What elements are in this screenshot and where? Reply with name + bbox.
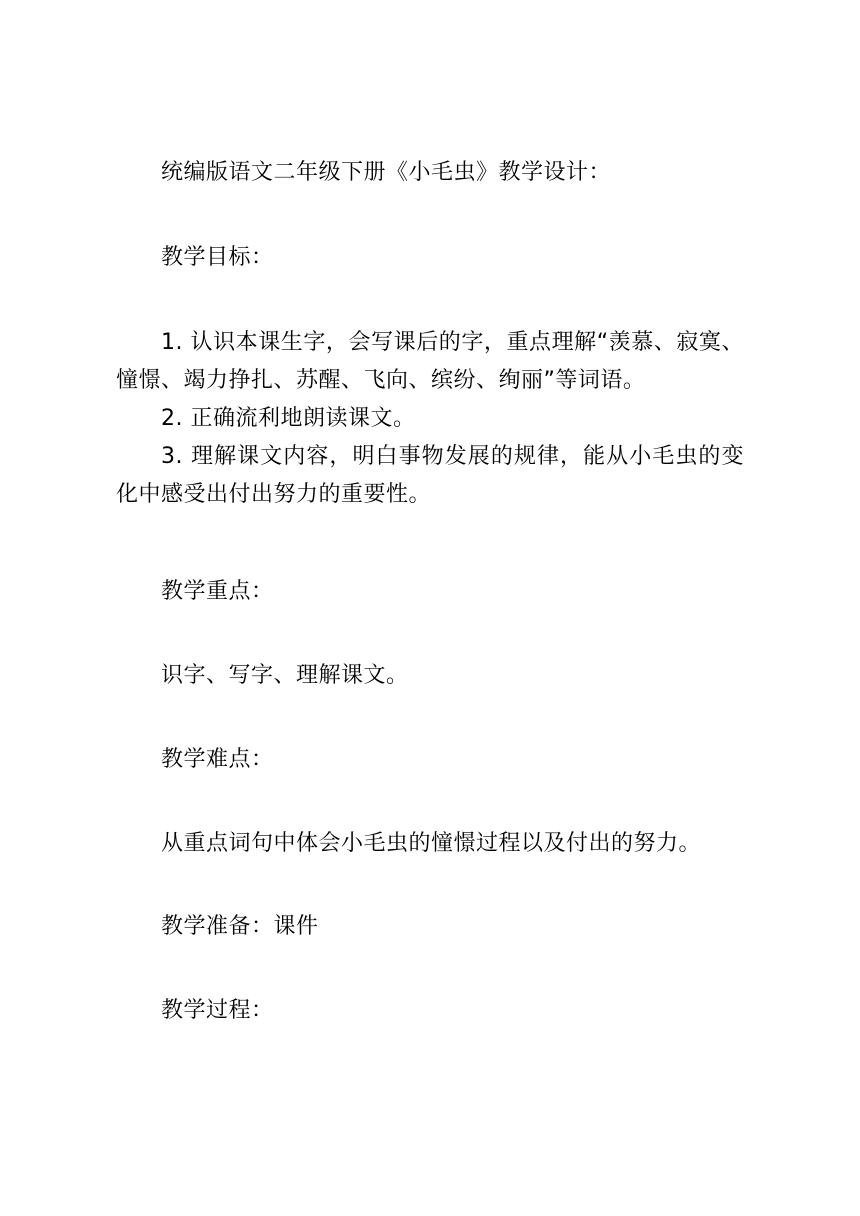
preparation-text: 教学准备：课件 — [161, 914, 319, 939]
key-points-text: 识字、写字、理解课文。 — [161, 663, 409, 688]
objective-item: 1. 认识本课生字，会写课后的字，重点理解“羡慕、寂寞、憧憬、竭力挣扎、苏醒、飞向、缤纷、绚丽”等词语。 — [116, 330, 744, 393]
difficulties-heading: 教学难点： — [161, 747, 274, 772]
document-title: 统编版语文二年级下册《小毛虫》教学设计： — [161, 160, 612, 185]
objective-item: 3. 理解课文内容，明白事物发展的规律，能从小毛虫的变化中感受出付出努力的重要性。 — [116, 444, 744, 507]
process-heading: 教学过程： — [161, 998, 274, 1023]
objectives-heading: 教学目标： — [161, 245, 274, 270]
objective-item: 2. 正确流利地朗读课文。 — [161, 406, 416, 431]
objectives-list — [116, 324, 744, 514]
key-points-heading: 教学重点： — [161, 579, 274, 604]
difficulties-text: 从重点词句中体会小毛虫的憧憬过程以及付出的努力。 — [161, 831, 702, 856]
